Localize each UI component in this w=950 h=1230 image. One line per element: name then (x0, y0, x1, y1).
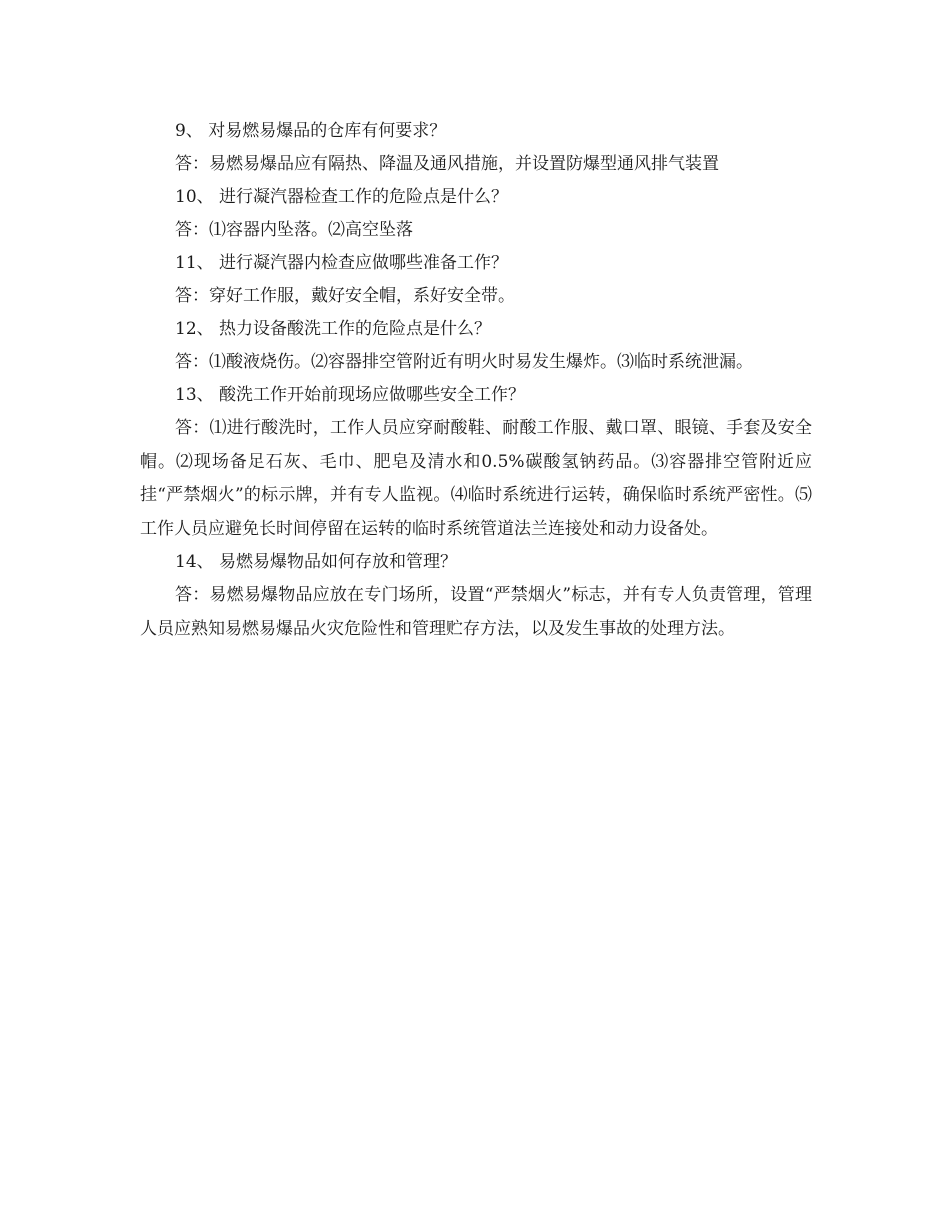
question-10: 10、 进行凝汽器检查工作的危险点是什么？ (175, 187, 509, 207)
document-body (140, 115, 812, 646)
question-11: 11、 进行凝汽器内检查应做哪些准备工作？ (175, 253, 509, 273)
answer-11: 答：穿好工作服，戴好安全帽，系好安全带。 (175, 286, 515, 306)
answer-13: 答：⑴进行酸洗时，工作人员应穿耐酸鞋、耐酸工作服、戴口罩、眼镜、手套及安全帽。⑵现场备足石灰、毛巾、肥皂及清水和0.5%碳酸氢钠药品。⑶容器排空管附近应挂“严禁烟火”的标示牌，并有专人监视。⑷临时系统进行运转，确保临时系统严密性。⑸工作人员应避免长时间停留在运转的临时系统管道法兰连接处和动力设备处。 (140, 418, 812, 539)
answer-9: 答：易燃易爆品应有隔热、降温及通风措施，并设置防爆型通风排气装置 (175, 154, 719, 174)
answer-12: 答：⑴酸液烧伤。⑵容器排空管附近有明火时易发生爆炸。⑶临时系统泄漏。 (175, 352, 753, 372)
answer-14: 答：易燃易爆物品应放在专门场所，设置“严禁烟火”标志，并有专人负责管理，管理人员应熟知易燃易爆品火灾危险性和管理贮存方法，以及发生事故的处理方法。 (140, 585, 812, 639)
question-9: 9、 对易燃易爆品的仓库有何要求？ (175, 121, 447, 141)
question-13: 13、 酸洗工作开始前现场应做哪些安全工作？ (175, 385, 526, 405)
answer-10: 答：⑴容器内坠落。⑵高空坠落 (175, 220, 413, 240)
question-14: 14、 易燃易爆物品如何存放和管理？ (175, 552, 458, 572)
question-12: 12、 热力设备酸洗工作的危险点是什么？ (175, 319, 492, 339)
